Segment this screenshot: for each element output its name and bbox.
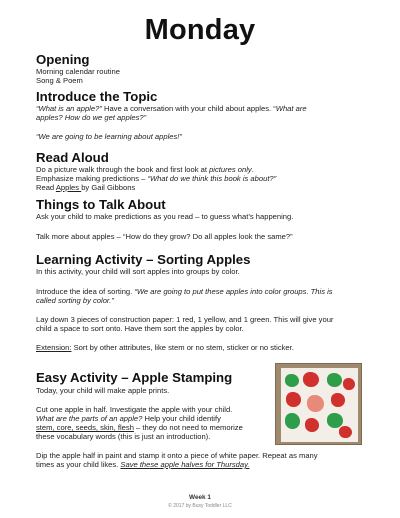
talk-paragraph-1: Ask your child to make predictions as you read – to guess what’s happening.: [36, 212, 294, 221]
intro-question: “What is an apple?”: [36, 104, 102, 113]
easy-paragraph-3-line-1: Dip the apple half in paint and stamp it onto a piece of white paper. Repeat as many: [36, 451, 318, 460]
intro-text: Have a conversation with your child about apples. “: [101, 104, 276, 113]
read-aloud-line-2: [36, 174, 276, 183]
read-aloud-line-2-text: Emphasize making predictions –: [36, 174, 148, 183]
green-apple-print: [327, 373, 342, 387]
learning-intro-sorting: Introduce the idea of sorting.: [36, 287, 135, 296]
learning-paragraph-3-line-2: child a space to sort onto. Have them sort the apples by color.: [36, 324, 244, 333]
learning-heading: Learning Activity – Sorting Apples: [36, 252, 251, 267]
red-apple-print: [303, 372, 319, 387]
intro-paragraph-2: “We are going to be learning about apples!”: [36, 132, 182, 141]
read-aloud-line-3: [36, 183, 135, 192]
learning-paragraph-2: [36, 287, 333, 296]
footer-copyright: © 2017 by Busy Toddler LLC: [168, 503, 232, 509]
easy-paragraph-3-line-2: [36, 460, 249, 469]
read-label: Read: [36, 183, 56, 192]
opening-line-1: Morning calendar routine: [36, 67, 121, 76]
easy-paragraph-1: Today, your child will make apple prints.: [36, 386, 170, 395]
page-title: Monday: [144, 14, 256, 46]
red-apple-print: [305, 418, 319, 432]
learning-sorting-quote: “We are going to put these apples into color groups. This is: [134, 287, 333, 296]
intro-question-2: What are: [275, 104, 307, 113]
extension-label: Extension:: [36, 343, 72, 352]
save-apple-note: Save these apple halves for Thursday.: [120, 460, 250, 469]
repeat-text: times as your child likes.: [36, 460, 121, 469]
apple-parts-vocab: stem, core, seeds, skin, flesh: [36, 423, 134, 432]
opening-line-2: Song & Poem: [36, 76, 83, 85]
easy-paragraph-2-line-2: [36, 414, 221, 423]
apple-stamping-photo: [275, 363, 362, 445]
intro-paragraph-1-cont: apples? How do we get apples?”: [36, 113, 147, 122]
talk-paragraph-2: Talk more about apples – “How do they grow? Do all apples look the same?”: [36, 232, 293, 241]
easy-heading: Easy Activity – Apple Stamping: [36, 370, 233, 385]
read-aloud-period: .: [251, 165, 254, 174]
talk-heading: Things to Talk About: [36, 197, 166, 212]
read-aloud-heading: Read Aloud: [36, 150, 109, 165]
learning-paragraph-2-cont: called sorting by color.”: [36, 296, 114, 305]
apple-parts-question: What are the parts of an apple?: [36, 414, 143, 423]
stamping-paper: [281, 368, 358, 442]
easy-paragraph-2-line-4: these vocabulary words (this is just an introduction).: [36, 432, 211, 441]
opening-heading: Opening: [36, 52, 90, 67]
red-apple-print: [286, 392, 301, 407]
red-apple-print: [343, 378, 355, 390]
red-apple-print: [339, 426, 352, 438]
book-author: by Gail Gibbons: [81, 183, 136, 192]
learning-paragraph-1: In this activity, your child will sort apples into groups by color.: [36, 267, 240, 276]
read-aloud-pictures-only: pictures only: [209, 165, 252, 174]
extension-text: Sort by other attributes, like stem or no stem, sticker or no sticker.: [71, 343, 294, 352]
memorize-text: – they do not need to memorize: [133, 423, 243, 432]
red-apple-print: [331, 393, 345, 407]
easy-paragraph-2-line-1: Cut one apple in half. Investigate the apple with your child.: [36, 405, 233, 414]
intro-paragraph-1: [36, 104, 307, 113]
apple-half: [307, 395, 324, 412]
read-aloud-prediction-quote: “What do we think this book is about?”: [147, 174, 277, 183]
book-title: Apples: [55, 183, 82, 192]
green-apple-print: [285, 413, 300, 429]
green-apple-print: [285, 374, 299, 387]
easy-paragraph-2-line-3: [36, 423, 243, 432]
identify-text: Help your child identify: [142, 414, 221, 423]
footer-week: Week 1: [189, 494, 211, 501]
intro-heading: Introduce the Topic: [36, 89, 158, 104]
learning-paragraph-3-line-1: Lay down 3 pieces of construction paper: 1 red, 1 yellow, and 1 green. This will give your: [36, 315, 334, 324]
read-aloud-line-1-text: Do a picture walk through the book and first look at: [36, 165, 210, 174]
learning-extension: [36, 343, 294, 352]
green-apple-print: [327, 413, 343, 428]
read-aloud-line-1: [36, 165, 254, 174]
